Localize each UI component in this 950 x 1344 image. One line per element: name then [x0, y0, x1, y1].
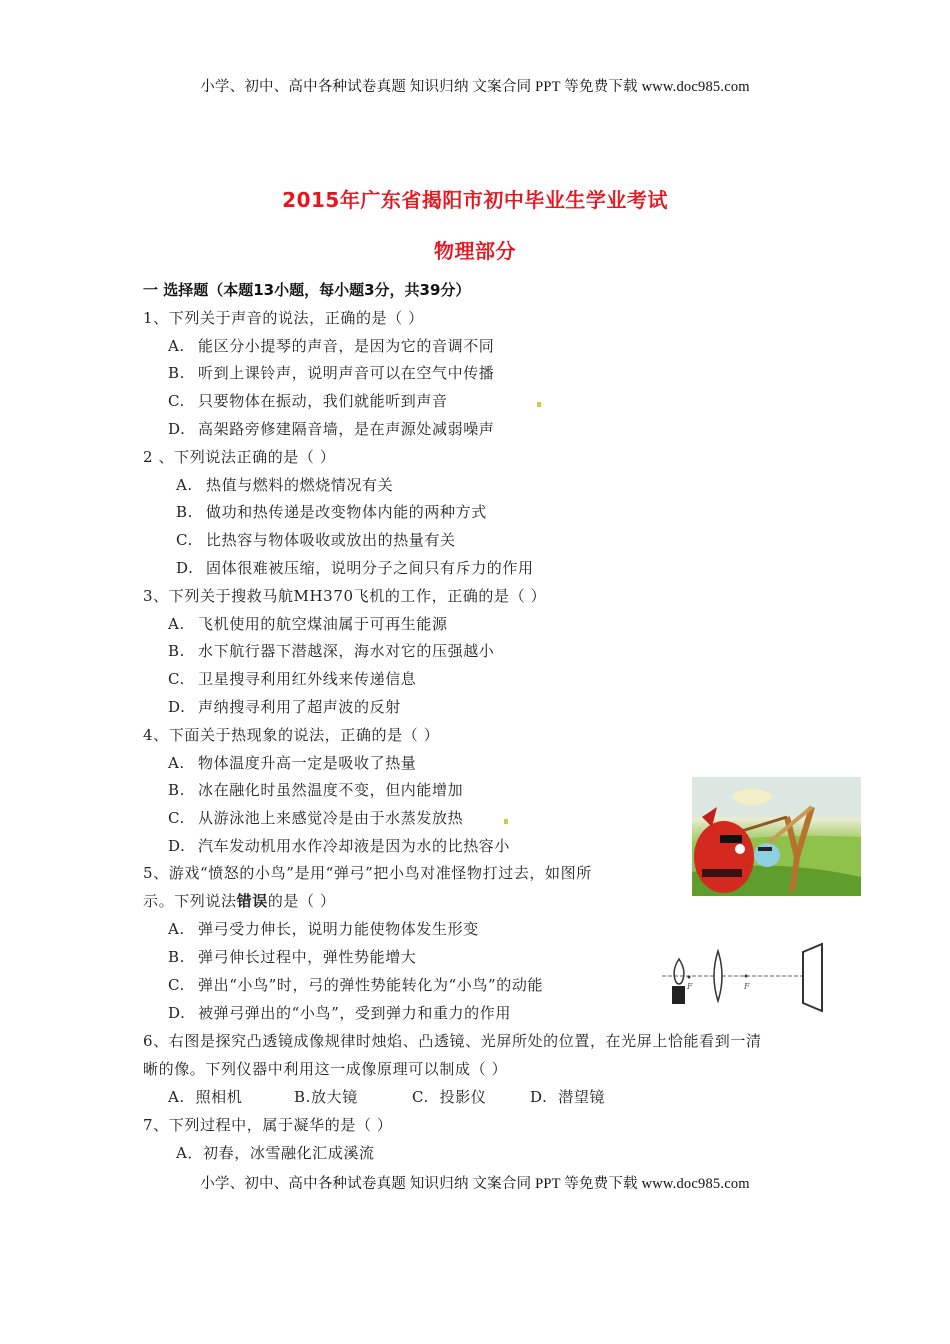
question-6-option-c: C. 投影仪: [412, 1088, 487, 1106]
question-4-stem: 4、下面关于热现象的说法，正确的是（ ）: [143, 726, 440, 744]
angry-birds-illustration: [692, 777, 861, 896]
question-1-option-c: C. 只要物体在振动，我们就能听到声音: [168, 392, 448, 410]
exam-title: 2015年广东省揭阳市初中毕业生学业考试: [282, 188, 668, 212]
question-4-option-a: A. 物体温度升高一定是吸收了热量: [168, 754, 417, 772]
focal-label-left: F: [687, 982, 693, 991]
question-6-option-a: A. 照相机: [168, 1088, 243, 1106]
question-2-option-c: C. 比热容与物体吸收或放出的热量有关: [176, 531, 456, 549]
question-5-option-a: A. 弹弓受力伸长，说明力能使物体发生形变: [168, 920, 479, 938]
question-2-option-d: D. 固体很难被压缩，说明分子之间只有斥力的作用: [176, 559, 534, 577]
question-1-option-b: B. 听到上课铃声，说明声音可以在空气中传播: [168, 364, 495, 382]
question-7-option-a: A．初春，冰雪融化汇成溪流: [176, 1144, 375, 1162]
question-5-option-b: B. 弹弓伸长过程中，弹性势能增大: [168, 948, 417, 966]
stray-mark: [537, 402, 541, 407]
angry-birds-slingshot-image: [692, 777, 861, 896]
question-6-option-d: D. 潜望镜: [530, 1088, 606, 1106]
question-6-stem-line-1: 6、右图是探究凸透镜成像规律时烛焰、凸透镜、光屏所处的位置，在光屏上恰能看到一清: [143, 1032, 762, 1050]
question-2-option-b: B. 做功和热传递是改变物体内能的两种方式: [176, 503, 487, 521]
question-5-stem-line-2: 示。下列说法错误的是（ ）: [143, 892, 336, 910]
emphasis-wrong: 错误: [236, 892, 268, 910]
question-2-stem: 2 、下列说法正确的是（ ）: [143, 448, 336, 466]
question-1-option-d: D. 高架路旁修建隔音墙，是在声源处减弱噪声: [168, 420, 495, 438]
question-3-option-a: A. 飞机使用的航空煤油属于可再生能源: [168, 615, 448, 633]
question-4-option-b: B. 冰在融化时虽然温度不变，但内能增加: [168, 781, 464, 799]
question-6-option-b: B.放大镜: [294, 1088, 358, 1106]
question-3-option-d: D. 声纳搜寻利用了超声波的反射: [168, 698, 401, 716]
question-4-option-d: D. 汽车发动机用水作冷却液是因为水的比热容小: [168, 837, 511, 855]
header-banner: 小学、初中、高中各种试卷真题 知识归纳 文案合同 PPT 等免费下载 www.doc985.com: [200, 79, 750, 95]
question-3-option-b: B. 水下航行器下潜越深，海水对它的压强越小: [168, 642, 495, 660]
question-2-option-a: A. 热值与燃料的燃烧情况有关: [176, 476, 394, 494]
convex-lens-diagram: [660, 937, 830, 1012]
exam-subtitle: 物理部分: [434, 239, 516, 263]
lens-experiment-illustration: [660, 937, 830, 1012]
focal-label-right: F: [744, 982, 750, 991]
question-1-stem: 1、下列关于声音的说法，正确的是（ ）: [143, 309, 424, 327]
question-3-stem: 3、下列关于搜救马航MH370飞机的工作，正确的是（ ）: [143, 587, 547, 605]
question-4-option-c: C. 从游泳池上来感觉冷是由于水蒸发放热: [168, 809, 464, 827]
question-7-stem: 7、下列过程中，属于凝华的是（ ）: [143, 1116, 393, 1134]
question-5-stem-line-1: 5、游戏“愤怒的小鸟”是用“弹弓”把小鸟对准怪物打过去，如图所: [143, 864, 592, 882]
section-heading: 一 选择题（本题13小题，每小题3分，共39分）: [143, 281, 471, 299]
question-5-option-d: D. 被弹弓弹出的“小鸟”，受到弹力和重力的作用: [168, 1004, 511, 1022]
question-5-option-c: C. 弹出“小鸟”时，弓的弹性势能转化为“小鸟”的动能: [168, 976, 544, 994]
stray-mark: [504, 819, 508, 824]
footer-banner: 小学、初中、高中各种试卷真题 知识归纳 文案合同 PPT 等免费下载 www.doc985.com: [200, 1176, 750, 1192]
question-6-stem-line-2: 晰的像。下列仪器中利用这一成像原理可以制成（ ）: [143, 1060, 508, 1078]
question-1-option-a: A. 能区分小提琴的声音，是因为它的音调不同: [168, 337, 495, 355]
question-3-option-c: C. 卫星搜寻利用红外线来传递信息: [168, 670, 417, 688]
